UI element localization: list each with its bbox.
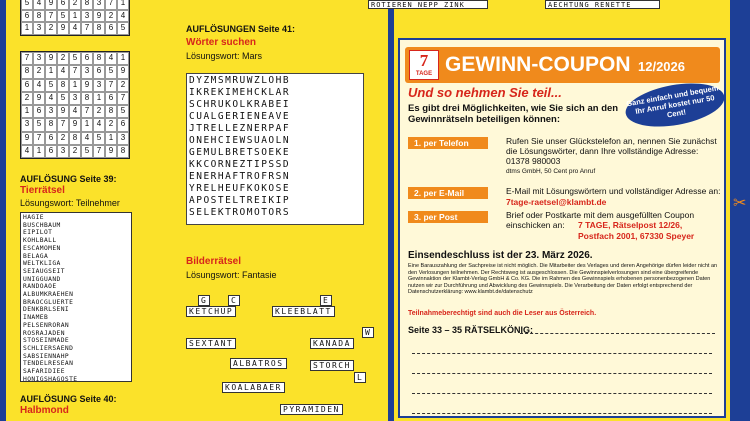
tier-row: BUSCHBAUM (23, 221, 61, 229)
sudoku-cell: 3 (81, 10, 93, 23)
sudoku-cell: 9 (117, 65, 129, 78)
sudoku-cell: 7 (105, 0, 117, 10)
sudoku-cell: 4 (93, 118, 105, 131)
center-frame-bar (388, 0, 394, 421)
sudoku-grid-top (20, 0, 130, 36)
sudoku-cell: 5 (93, 132, 105, 145)
sudoku-cell: 7 (45, 10, 57, 23)
wordsearch-row: APOSTELTREIKIP (189, 195, 291, 206)
sudoku-cell: 1 (93, 92, 105, 105)
sudoku-cell: 9 (45, 52, 57, 65)
word-kleeblatt: KLEEBLATT (272, 306, 335, 317)
sudoku-cell: 9 (57, 105, 69, 118)
sudoku-cell: 8 (81, 0, 93, 10)
wordsearch-row: SCHRUKOLKRABEI (189, 99, 291, 110)
sudoku-cell: 6 (21, 10, 33, 23)
sudoku-cell: 7 (33, 132, 45, 145)
sudoku-cell: 1 (105, 132, 117, 145)
halbmond-subtitle: Halbmond (20, 405, 69, 416)
sudoku-cell: 1 (33, 145, 45, 158)
word-albatros: ALBATROS (230, 358, 287, 369)
sudoku-grid-solution (20, 51, 130, 159)
sudoku-cell: 6 (45, 132, 57, 145)
sudoku-cell: 1 (117, 0, 129, 10)
wordsearch-row: CUALGERIENEAVE (189, 111, 291, 122)
wordsearch-row: KKCORNEZTIPSSD (189, 159, 291, 170)
left-frame-bar (0, 0, 6, 421)
tier-row: ROSRAJADEN (23, 329, 65, 337)
sudoku-cell: 1 (21, 22, 33, 35)
wordsearch-grid (186, 73, 364, 225)
word-storch: STORCH (310, 360, 354, 371)
sudoku-cell: 4 (21, 145, 33, 158)
coupon-title: GEWINN-COUPON (445, 53, 631, 76)
tier-row: RANDOAOE (23, 283, 57, 291)
sudoku-cell: 4 (105, 52, 117, 65)
sudoku-cell: 9 (81, 79, 93, 92)
step-post-addr2: Postfach 2001, 67330 Speyer (578, 231, 695, 241)
sudoku-cell: 3 (117, 132, 129, 145)
sudoku-cell: 1 (81, 118, 93, 131)
word-koalabaer: KOALABAER (222, 382, 285, 393)
letter-l: L (354, 372, 366, 383)
wordsearch-row: SELEKTROMOTORS (189, 207, 291, 218)
sudoku-cell: 2 (57, 132, 69, 145)
sudoku-cell: 2 (117, 79, 129, 92)
sudoku-cell: 8 (93, 52, 105, 65)
sudoku-cell: 7 (93, 145, 105, 158)
sudoku-cell: 4 (117, 10, 129, 23)
word-ketchup: KETCHUP (186, 306, 236, 317)
tier-row: SCHLIERSAEND (23, 344, 74, 352)
bilder-solution: Lösungswort: Fantasie (186, 270, 277, 280)
answer-line-4[interactable] (412, 393, 712, 394)
halbmond-heading: AUFLÖSUNG Seite 40: (20, 394, 117, 404)
sudoku-cell: 1 (21, 105, 33, 118)
sudoku-cell: 2 (69, 145, 81, 158)
sudoku-cell: 9 (57, 22, 69, 35)
letter-c: C (228, 295, 240, 306)
logo-text: TAGE (415, 71, 433, 77)
sudoku-cell: 7 (81, 105, 93, 118)
step-post-text: Brief oder Postkarte mit dem ausgefüllten Coupon einschicken an: (506, 210, 695, 230)
sudoku-cell: 8 (93, 22, 105, 35)
top-answer-strip (340, 0, 710, 14)
tier-row: HAGIE (23, 214, 44, 221)
step-phone-label: 1. per Telefon (408, 137, 488, 149)
sudoku-cell: 1 (45, 65, 57, 78)
scissors-icon: ✂ (733, 195, 747, 212)
sudoku-cell: 8 (69, 132, 81, 145)
letter-g: G (198, 295, 210, 306)
sudoku-cell: 3 (69, 92, 81, 105)
sudoku-cell: 7 (117, 92, 129, 105)
answer-line-2[interactable] (412, 353, 712, 354)
sudoku-cell: 2 (105, 118, 117, 131)
sudoku-cell: 5 (69, 52, 81, 65)
coupon-deadline: Einsendeschluss ist der 23. März 2026. (408, 250, 593, 261)
woerter-heading: AUFLÖSUNGEN Seite 41: (186, 24, 296, 34)
sudoku-cell: 1 (117, 52, 129, 65)
sudoku-cell: 9 (45, 0, 57, 10)
step-phone-text: Rufen Sie unser Glückstelefon an, nennen Sie zunächst die Lösungswörter, dann Ihre vollständige Adresse: 01378 980003 (506, 136, 717, 166)
tier-row: BRAOCGLUERTE (23, 298, 74, 306)
word-sextant: SEXTANT (186, 338, 236, 349)
tier-row: UNIGGUAND (23, 275, 61, 283)
price-bubble: Ganz einfach und bequem. Ihr Anruf kostet nur 50 Cent! (622, 77, 727, 134)
sudoku-cell: 6 (57, 0, 69, 10)
sudoku-cell: 3 (93, 0, 105, 10)
sudoku-cell: 6 (45, 145, 57, 158)
tier-row: INAMEB (23, 314, 49, 322)
tier-subtitle: Tierrätsel (20, 185, 65, 196)
sudoku-cell: 7 (57, 118, 69, 131)
sudoku-cell: 4 (33, 79, 45, 92)
sudoku-cell: 3 (81, 65, 93, 78)
sudoku-cell: 5 (105, 65, 117, 78)
tier-row: HONIGSHAGOSTE (23, 375, 78, 382)
sudoku-cell: 5 (81, 145, 93, 158)
sudoku-cell: 2 (57, 52, 69, 65)
sudoku-cell: 7 (105, 79, 117, 92)
sudoku-cell: 5 (21, 0, 33, 10)
tier-row: WELTKLIGA (23, 260, 61, 268)
sudoku-cell: 7 (81, 22, 93, 35)
sudoku-cell: 9 (93, 10, 105, 23)
wordsearch-row: GEMULBRETSOEKE (189, 147, 291, 158)
tier-puzzle (20, 212, 132, 382)
sudoku-cell: 2 (93, 105, 105, 118)
step-phone-small: dtms GmbH, 50 Cent pro Anruf (506, 168, 596, 175)
sudoku-cell: 8 (81, 92, 93, 105)
tier-row: SABSIENNAHP (23, 352, 70, 360)
sudoku-cell: 2 (69, 0, 81, 10)
sudoku-cell: 5 (33, 118, 45, 131)
tier-row: BELAGA (23, 252, 49, 260)
tier-row: SAFARIDIEE (23, 368, 65, 376)
tier-row: ALBUMKRAEHEN (23, 291, 74, 299)
sudoku-cell: 1 (69, 10, 81, 23)
letter-w: W (362, 327, 374, 338)
sudoku-cell: 9 (33, 92, 45, 105)
sudoku-cell: 6 (21, 79, 33, 92)
sudoku-cell: 9 (69, 118, 81, 131)
sudoku-cell: 5 (117, 22, 129, 35)
sudoku-cell: 2 (21, 92, 33, 105)
sudoku-cell: 3 (33, 22, 45, 35)
top-strip-left: ROTIEREN NEPP ZINK (368, 0, 488, 9)
sudoku-cell: 5 (117, 105, 129, 118)
sudoku-cell: 4 (69, 22, 81, 35)
sudoku-cell: 7 (21, 52, 33, 65)
coupon-issue: 12/2026 (638, 59, 685, 74)
answer-line-3[interactable] (412, 373, 712, 374)
sudoku-cell: 8 (117, 145, 129, 158)
7tage-logo (409, 50, 439, 80)
tier-solution: Lösungswort: Teilnehmer (20, 198, 120, 208)
sudoku-cell: 3 (57, 145, 69, 158)
wordsearch-row: ONEHCIEWSUAOLN (189, 135, 291, 146)
wordsearch-row: YRELHEUFKOKOSE (189, 183, 291, 194)
wordsearch-row: ENERHAFTROFRSN (189, 171, 291, 182)
sudoku-cell: 2 (45, 22, 57, 35)
woerter-solution: Lösungswort: Mars (186, 51, 263, 61)
coupon-header (405, 47, 720, 83)
tier-row: DENKBRLSENI (23, 306, 70, 314)
letter-e: E (320, 295, 332, 306)
sudoku-cell: 9 (21, 132, 33, 145)
tier-row: EIPILOT (23, 229, 53, 237)
step-post-addr1: 7 TAGE, Rätselpost 12/26, (578, 220, 683, 230)
answer-line-5[interactable] (412, 413, 712, 414)
woerter-subtitle: Wörter suchen (186, 37, 257, 48)
sudoku-cell: 6 (105, 92, 117, 105)
sudoku-cell: 1 (69, 79, 81, 92)
sudoku-cell: 4 (81, 132, 93, 145)
tier-row: STOSEINMADE (23, 337, 70, 345)
sudoku-cell: 4 (45, 92, 57, 105)
step-post-label: 3. per Post (408, 211, 488, 223)
sudoku-cell: 2 (33, 65, 45, 78)
wordsearch-row: IKREKIMEHCKLAR (189, 87, 291, 98)
sudoku-cell: 3 (93, 79, 105, 92)
sudoku-cell: 3 (21, 118, 33, 131)
coupon-restriction: Teilnahmeberechtigt sind auch die Leser aus Österreich. (408, 310, 597, 317)
sudoku-cell: 6 (33, 105, 45, 118)
bilder-subtitle: Bilderrätsel (186, 256, 242, 267)
sudoku-cell: 3 (45, 105, 57, 118)
sudoku-cell: 2 (105, 10, 117, 23)
sudoku-cell: 8 (105, 105, 117, 118)
bilder-crossword (182, 294, 372, 419)
sudoku-cell: 5 (57, 10, 69, 23)
coupon-tagline: Und so nehmen Sie teil... (408, 85, 562, 100)
sudoku-cell: 8 (33, 10, 45, 23)
tier-row: SEIAUGSEIT (23, 267, 65, 275)
answer-line-1[interactable] (520, 333, 715, 334)
field-label: Seite 33 – 35 RÄTSELKÖNIG: (408, 325, 534, 335)
sudoku-cell: 6 (81, 52, 93, 65)
step-email-address[interactable]: 7tage-raetsel@klambt.de (506, 197, 607, 207)
sudoku-cell: 4 (57, 65, 69, 78)
tier-row: PELSENRORAN (23, 321, 70, 329)
sudoku-cell: 4 (69, 105, 81, 118)
step-email-label: 2. per E-Mail (408, 187, 488, 199)
tier-heading: AUFLÖSUNG Seite 39: (20, 174, 117, 184)
sudoku-cell: 5 (57, 92, 69, 105)
word-pyramiden: PYRAMIDEN (280, 404, 343, 415)
sudoku-cell: 6 (105, 22, 117, 35)
sudoku-cell: 7 (69, 65, 81, 78)
sudoku-cell: 5 (45, 79, 57, 92)
sudoku-cell: 9 (105, 145, 117, 158)
wordsearch-row: DYZMSMRUWZLOHB (189, 75, 291, 86)
tier-row: TENDELRESEAN (23, 360, 74, 368)
word-kanada: KANADA (310, 338, 354, 349)
step-email-text: E-Mail mit Lösungswörtern und vollständiger Adresse an: (506, 186, 721, 196)
coupon-intro: Es gibt drei Möglichkeiten, wie Sie sich an den Gewinnrätseln beteiligen können: (408, 103, 619, 125)
top-strip-right: AECHTUNG RENETTE (545, 0, 660, 9)
tier-row: KOHLBALL (23, 237, 57, 245)
tier-row: ESCAMOMEN (23, 244, 61, 252)
sudoku-cell: 8 (57, 79, 69, 92)
sudoku-cell: 4 (33, 0, 45, 10)
sudoku-cell: 8 (21, 65, 33, 78)
sudoku-cell: 3 (33, 52, 45, 65)
coupon-legal: Eine Barauszahlung der Sachpreise ist nicht möglich. Die Mitarbeiter des Verlages und deren Angehörige dürfen leider nicht an den Verlosungen teilnehmen. Der Rechtsweg ist ausgeschlossen. Die Gewinnspielverlosungen sind eine übergreifende Gewinnaktion der Klambt-Verlag GmbH & Co. KG. Die im Rahmen des Gewinnspiels erhobenen personenbezogenen Daten nutzen wir zur Durchführung und Abwicklung des Gewinnspiels. Die Verarbeitung der Daten erfolgt entsprechend der Datenschutzerklärung: www.klambt.de/datenschutz (408, 263, 718, 296)
sudoku-cell: 8 (45, 118, 57, 131)
sudoku-cell: 6 (93, 65, 105, 78)
sudoku-cell: 6 (117, 118, 129, 131)
wordsearch-row: JTRELLEZNERPAF (189, 123, 291, 134)
logo-number: 7 (419, 51, 429, 70)
